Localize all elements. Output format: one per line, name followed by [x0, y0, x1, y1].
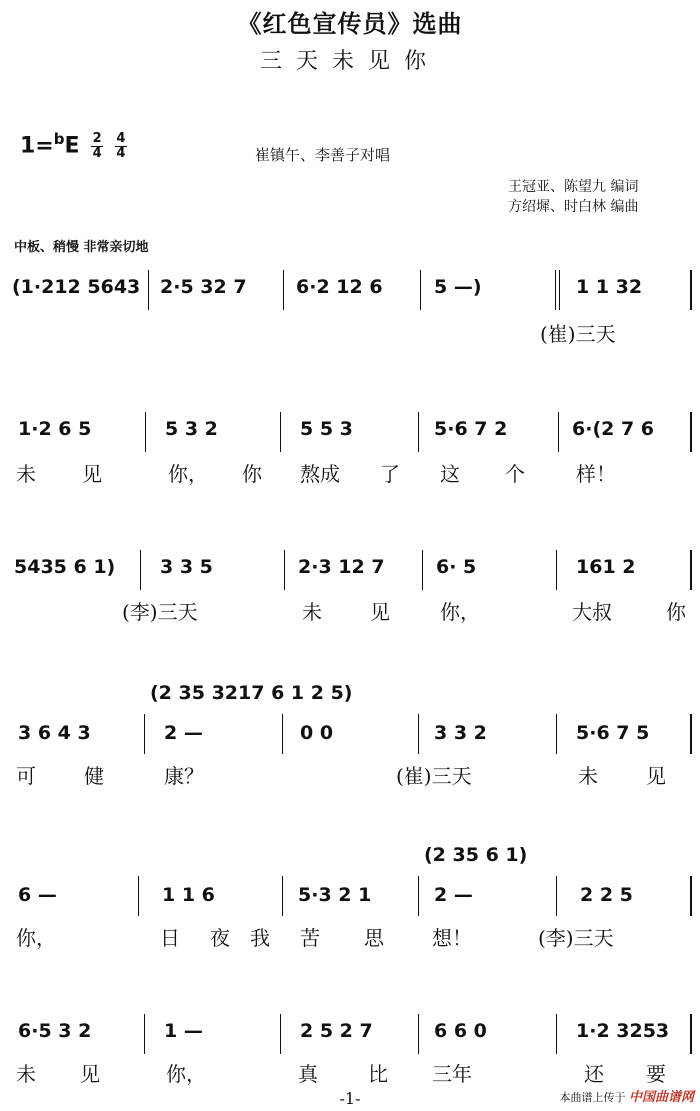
lyric: 见 [80, 1062, 100, 1086]
measure: 6 6 0 [434, 1020, 487, 1042]
lyric: 苦 [300, 926, 320, 950]
lyric: 真 [298, 1062, 318, 1086]
lyric: 见 [82, 462, 102, 486]
lyric: 要 [646, 1062, 666, 1086]
lyric: 你 [666, 600, 686, 624]
lyric: 康？ [164, 764, 204, 788]
lyric: (李)三天 [122, 600, 198, 624]
measure: 0 0 [300, 722, 334, 744]
lyric: 想！ [432, 926, 472, 950]
page-number: -1- [339, 1089, 361, 1108]
key-prefix: 1= [20, 133, 54, 159]
measure: 3 3 5 [160, 556, 213, 578]
lyric: 还 [584, 1062, 604, 1086]
lyric: 你， [168, 462, 208, 486]
lyric: 日 [160, 926, 180, 950]
lyric: 未 [578, 764, 598, 788]
instrumental-intro: (2 35 3217 6 1 2 5) [150, 682, 353, 704]
measure: 2 5 2 7 [300, 1020, 373, 1042]
lyric: 思 [364, 926, 384, 950]
credits [508, 177, 638, 217]
lyric: 可 [16, 764, 36, 788]
lyric: 你 [242, 462, 262, 486]
measure: 6· 5 [436, 556, 477, 578]
performers: 崔镇午、李善子对唱 [255, 146, 391, 164]
site-watermark [559, 1086, 694, 1105]
measure: 5 3 2 [165, 418, 218, 440]
site-logo: 中国曲谱网 [628, 1090, 694, 1105]
time-signature-2: $\frac{4}{4}$ [116, 130, 126, 161]
measure: 1·2 3253 [576, 1020, 670, 1042]
flat-sign: b [53, 130, 65, 148]
lyric: 熬成 [300, 462, 340, 486]
measure: 6·5 3 2 [18, 1020, 92, 1042]
measure: 2 — [434, 884, 473, 906]
lyric: 未 [16, 1062, 36, 1086]
lyric: 见 [646, 764, 666, 788]
measure: 5·6 7 5 [576, 722, 650, 744]
measure: 5 5 3 [300, 418, 353, 440]
lyric: 未 [302, 600, 322, 624]
measure: 2·3 12 7 [298, 556, 385, 578]
key-signature [20, 130, 127, 161]
song-title: 三天未见你 [259, 49, 440, 74]
tempo-marking: 中板、稍慢 非常亲切地 [14, 240, 149, 255]
measure: 2·5 32 7 [160, 276, 247, 298]
measure: (1·212 5643 [12, 276, 141, 298]
lyric: (崔)三天 [396, 764, 472, 788]
measure: 1 1 6 [162, 884, 215, 906]
lyric: 我 [250, 926, 270, 950]
lyricist-credit: 王冠亚、陈望九 编词 [508, 179, 639, 195]
measure: 6 — [18, 884, 57, 906]
measure: 3 3 2 [434, 722, 487, 744]
time-signature-1: $\frac{2}{4}$ [92, 130, 102, 161]
measure: 2 — [164, 722, 203, 744]
lyric: 你， [440, 600, 480, 624]
measure: 5·6 7 2 [434, 418, 508, 440]
measure: 6·(2 7 6 [572, 418, 655, 440]
composer-credit: 方绍墀、时白林 编曲 [508, 199, 639, 215]
measure: 3 6 4 3 [18, 722, 91, 744]
measure: 2 2 5 [580, 884, 633, 906]
lyric: (李)三天 [538, 926, 614, 950]
measure: 1 — [164, 1020, 203, 1042]
lyric: 夜 [210, 926, 230, 950]
measure: 5·3 2 1 [298, 884, 372, 906]
lyric: 比 [368, 1062, 388, 1086]
measure: 1·2 6 5 [18, 418, 92, 440]
lyric: (崔)三天 [540, 322, 616, 346]
lyric: 你， [166, 1062, 206, 1086]
lyric: 个 [505, 462, 525, 486]
lyric: 了 [380, 462, 400, 486]
measure: 1 1 32 [576, 276, 643, 298]
lyric: 未 [16, 462, 36, 486]
lyric: 见 [370, 600, 390, 624]
measure: 6·2 12 6 [296, 276, 383, 298]
lyric: 这 [440, 462, 460, 486]
upload-note: 本曲谱上传于 [559, 1091, 626, 1104]
measure: 5435 6 1) [14, 556, 116, 578]
page-title: 《红色宣传员》选曲 [237, 9, 463, 38]
lyric: 你， [16, 926, 56, 950]
lyric: 样！ [576, 462, 616, 486]
measure: 5 —) [434, 276, 482, 298]
instrumental-intro: (2 35 6 1) [424, 844, 528, 866]
lyric: 健 [84, 764, 104, 788]
lyric: 三年 [432, 1062, 472, 1086]
key-note: E [64, 133, 80, 159]
measure: 161 2 [576, 556, 636, 578]
lyric: 大叔 [572, 600, 612, 624]
